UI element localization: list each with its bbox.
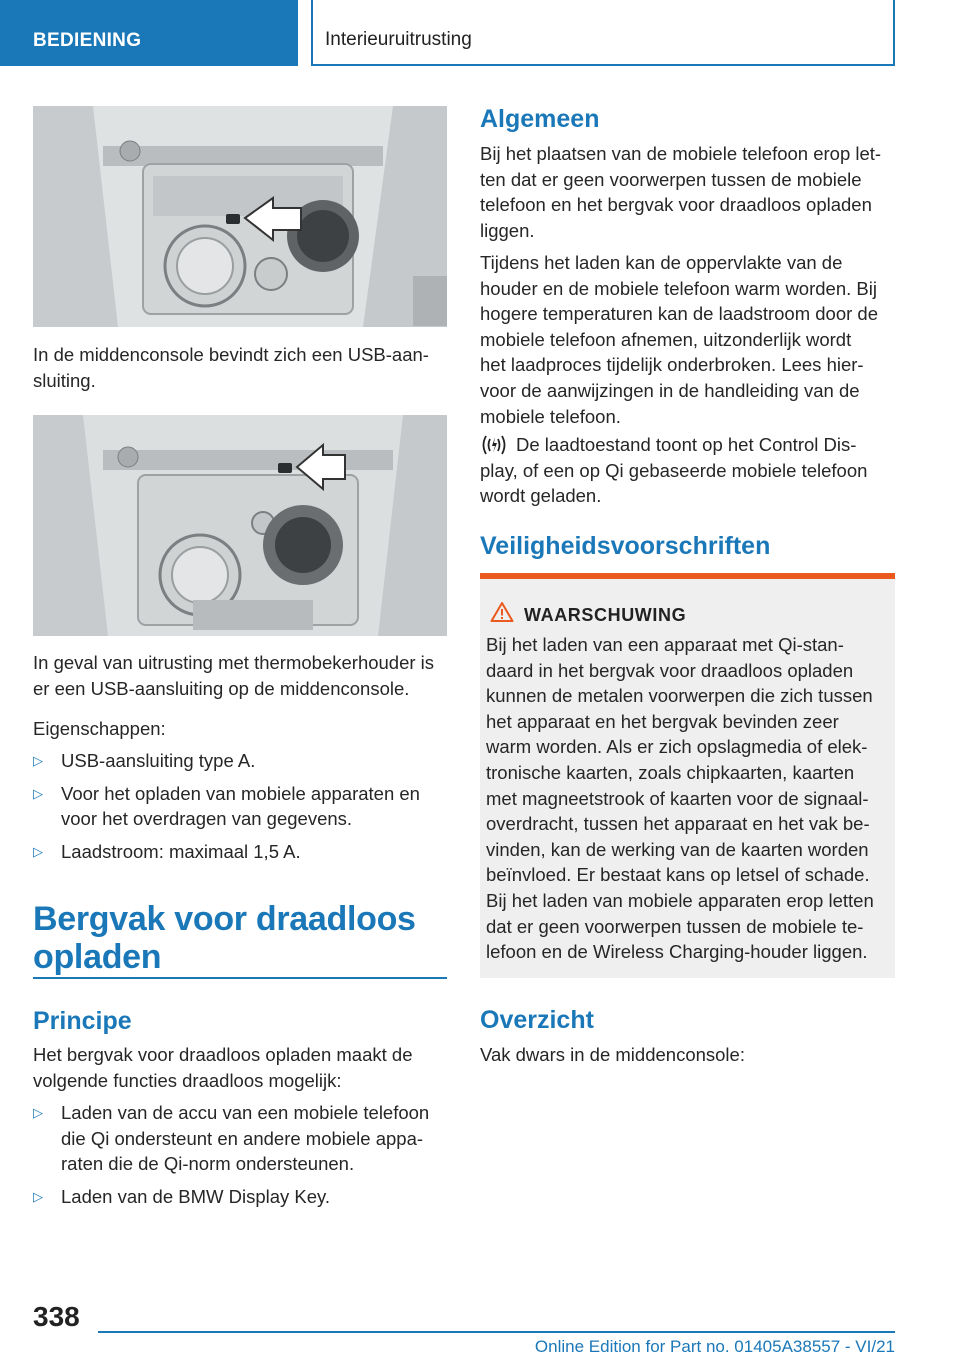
overview-text: Vak dwars in de middenconsole: (480, 1044, 745, 1065)
list-item: ▷ Voor het opladen van mobiele apparaten en voor het overdragen van gegevens. (33, 782, 420, 830)
header-section-tab (0, 0, 298, 66)
list-item: ▷ Laden van de accu van een mobiele telefoon die Qi ondersteunt en andere mobiele appa- raten die de Qi-norm ondersteunen. (33, 1102, 430, 1175)
bullet-triangle-icon: ▷ (33, 1105, 43, 1120)
general-paragraph-3: De laadtoestand toont op het Control Dis- play, of een op Qi gebaseerde mobiele telefoon wordt geladen. (480, 434, 868, 507)
overview-heading: Overzicht (480, 1006, 594, 1034)
usb-port-photo-1 (33, 106, 447, 327)
warning-title: WAARSCHUWING (524, 605, 687, 625)
footer-divider (98, 1331, 895, 1333)
section-title: Bergvak voor draadloos opladen (33, 900, 416, 976)
general-paragraph-2: Tijdens het laden kan de oppervlakte van de houder en de mobiele telefoon warm worden. Bij hogere temperaturen kan de laadstroom door de mobiele telefoon afnemen, uitzonderlijk wordt het laadproces tijdelijk onderbroken. Lees hier- voor de aanwijzingen in de handleiding van de mobiele telefoon. (480, 252, 879, 427)
usb-port-photo-2 (33, 415, 447, 636)
header-chapter-label: Interieuruitrusting (325, 29, 472, 50)
page-number: 338 (33, 1301, 80, 1332)
bullet-triangle-icon: ▷ (33, 753, 43, 768)
usb-caption-2: In geval van uitrusting met thermobekerhouder is er een USB-aansluiting op de middenconsole. (33, 652, 435, 699)
bullet-triangle-icon: ▷ (33, 843, 43, 859)
usb-caption-1: In de middenconsole bevindt zich een USB-aan- sluiting. (33, 344, 429, 391)
principle-text: Het bergvak voor draadloos opladen maakt de volgende functies draadloos mogelijk: (33, 1044, 413, 1091)
safety-heading: Veiligheidsvoorschriften (480, 532, 771, 560)
header-section-label: BEDIENING (33, 30, 142, 51)
list-item: ▷ Laden van de BMW Display Key. (33, 1184, 447, 1210)
warning-box (480, 573, 895, 978)
list-item: ▷ USB-aansluiting type A. (33, 748, 447, 774)
section-divider (33, 977, 447, 979)
warning-triangle-icon (490, 601, 514, 623)
properties-list (33, 748, 447, 871)
warning-text: Bij het laden van een apparaat met Qi-stan- daard in het bergvak voor draadloos opladen kunnen de metalen voorwerpen die zich tussen het apparaat en het bergvak bevinden zeer warm worden. Als er zich opslagmedia of elek- tronische kaarten, zoals chipkaarten, kaarten met magneetstrook of kaarten voor de signaal- overdracht, tussen het apparaat en het vak be- vinden, kan de werking van de kaarten worden beïnvloed. Er bestaat kans op letsel of schade. Bij het laden van mobiele apparaten erop letten dat er geen voorwerpen tussen de mobiele te- lefoon en de Wireless Charging-houder liggen. (486, 634, 874, 963)
list-item: ▷ Laadstroom: maximaal 1,5 A. (33, 839, 447, 865)
principle-list (33, 1100, 447, 1216)
properties-label: Eigenschappen: (33, 718, 166, 739)
principle-heading: Principe (33, 1007, 132, 1035)
general-heading: Algemeen (480, 105, 600, 133)
footer-edition: Online Edition for Part no. 01405A38557 - VI/21 (534, 1337, 895, 1356)
bullet-triangle-icon: ▷ (33, 1188, 43, 1204)
bullet-triangle-icon: ▷ (33, 785, 43, 801)
header-chapter-tab (311, 0, 895, 66)
general-paragraph-1: Bij het plaatsen van de mobiele telefoon erop let- ten dat er geen voorwerpen tussen de mobiele telefoon en het bergvak voor draadloos opladen liggen. (480, 143, 882, 241)
